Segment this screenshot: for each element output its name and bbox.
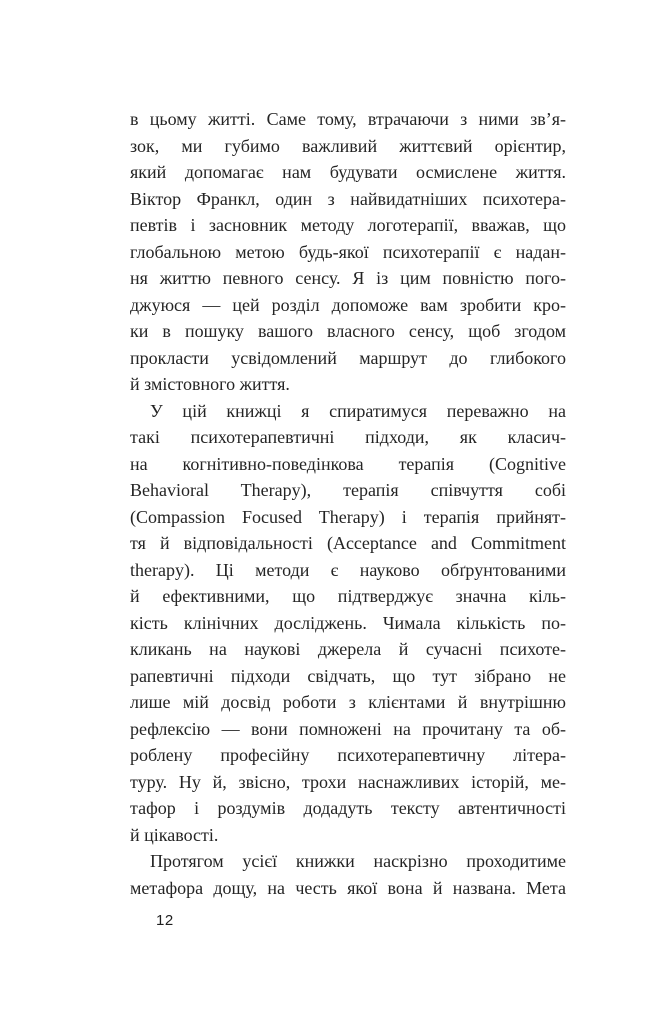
text-line: Віктор Франкл, один з найвидатніших психотера-: [130, 188, 566, 209]
text-line: який допомагає нам будувати осмислене життя.: [130, 162, 566, 182]
text-block: [130, 106, 566, 901]
text-line: тафор і роздумів додадуть тексту автентичності: [130, 798, 566, 818]
text-line: й ефективними, що підтверджує значна кіль-: [130, 586, 566, 606]
text-line: такі психотерапевтичні підходи, як класич-: [130, 427, 566, 447]
text-line: Behavioral Therapy), терапія співчуття собі: [130, 480, 566, 500]
text-line: (Compassion Focused Therapy) і терапія прийнят-: [130, 506, 566, 527]
text-line: й змістовного життя.: [130, 374, 290, 394]
text-line: кликань на наукові джерела й сучасні психоте-: [130, 639, 566, 659]
text-line: глобальною метою будь-якої психотерапії є надан-: [130, 241, 566, 262]
text-line: ня життю певного сенсу. Я із цим повністю пого-: [130, 268, 566, 288]
text-line: прокласти усвідомлений маршрут до глибокого: [130, 347, 566, 368]
text-line: therapy). Ці методи є науково обґрунтованими: [130, 559, 566, 580]
text-line: У цій книжці я спиратимуся переважно на: [150, 400, 566, 421]
text-line: туру. Ну й, звісно, трохи наснажливих історій, ме-: [130, 771, 566, 792]
text-line: рефлексію — вони помножені на прочитану та об-: [130, 718, 566, 739]
text-line: ки в пошуку вашого власного сенсу, щоб згодом: [130, 321, 566, 341]
text-line: певтів і засновник методу логотерапії, вважав, що: [130, 215, 566, 235]
text-line: джуюся — цей розділ допоможе вам зробити кро-: [130, 294, 566, 315]
text-line: роблену професійну психотерапевтичну літера-: [130, 745, 566, 765]
paragraph: [130, 398, 566, 849]
text-line: зок, ми губимо важливий життєвий орієнтир,: [130, 135, 566, 156]
text-line: лише мій досвід роботи з клієнтами й внутрішню: [130, 692, 566, 712]
text-line: в цьому житті. Саме тому, втрачаючи з ними зв’я-: [130, 109, 566, 129]
text-line: кість клінічних досліджень. Чимала кількість по-: [130, 612, 566, 633]
page-number: 12: [156, 912, 174, 929]
paragraph: [130, 106, 566, 398]
text-line: й цікавості.: [130, 824, 219, 845]
text-line: тя й відповідальності (Acceptance and Commitment: [130, 533, 566, 553]
text-line: Протягом усієї книжки наскрізно проходитиме: [150, 851, 566, 871]
text-line: рапевтичні підходи свідчать, що тут зібрано не: [130, 665, 566, 686]
text-line: метафора дощу, на честь якої вона й названа. Мета: [130, 877, 566, 898]
text-line: на когнітивно-поведінкова терапія (Cognitive: [130, 453, 566, 474]
paragraph: [130, 848, 566, 901]
